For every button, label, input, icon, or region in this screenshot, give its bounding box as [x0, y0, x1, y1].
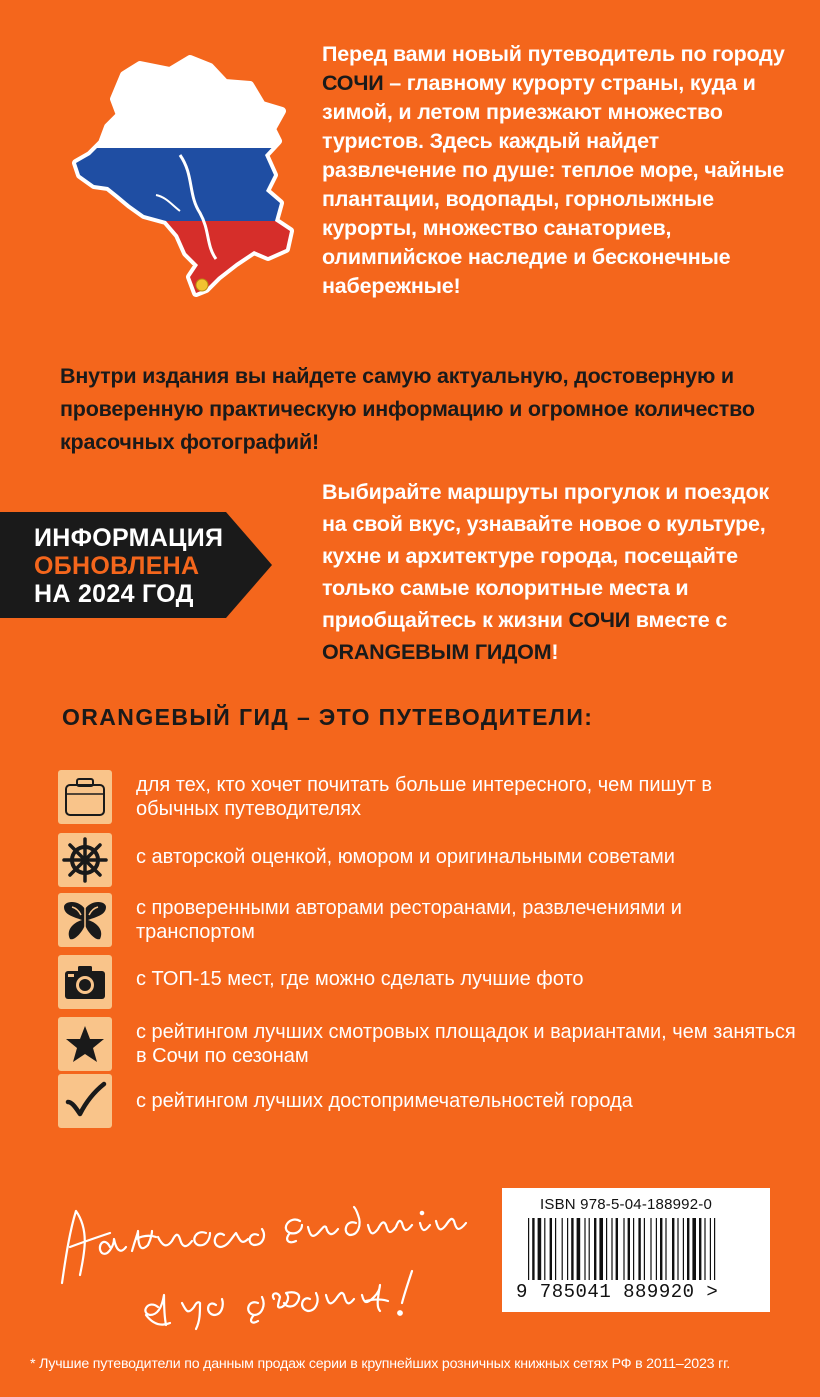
- isbn-label: ISBN 978-5-04-188992-0: [540, 1196, 713, 1213]
- barcode-bar: [677, 1218, 678, 1280]
- region-map-illustration: [60, 45, 310, 310]
- barcode-bar: [584, 1218, 585, 1280]
- choose-city: СОЧИ: [568, 608, 631, 632]
- feature-item: [58, 893, 798, 949]
- feature-item: [58, 1074, 798, 1130]
- barcode-bar: [633, 1218, 634, 1280]
- intro-city: СОЧИ: [322, 71, 384, 95]
- barcode-bar: [611, 1218, 612, 1280]
- suitcase-icon: [58, 770, 112, 824]
- barcode-bar: [594, 1218, 596, 1280]
- barcode-bar: [616, 1218, 618, 1280]
- barcode-bar: [571, 1218, 573, 1280]
- checkmark-icon: [58, 1074, 112, 1128]
- barcode-bar: [562, 1218, 563, 1280]
- intro-prefix: Перед вами новый путеводитель по городу: [322, 42, 785, 66]
- badge-line-2: ОБНОВЛЕНА: [34, 552, 200, 580]
- ship-wheel-icon: [58, 833, 112, 887]
- barcode-bar: [577, 1218, 581, 1280]
- barcode-bar: [628, 1218, 630, 1280]
- barcode-bar: [555, 1218, 556, 1280]
- feature-text: с авторской оценкой, юмором и оригинальными советами: [136, 846, 675, 868]
- barcode-bar: [550, 1218, 552, 1280]
- feature-text: с рейтингом лучших смотровых площадок и вариантами, чем заняться в Сочи по сезонам: [136, 1021, 796, 1067]
- barcode-bars: [524, 1218, 764, 1280]
- isbn-digits: 9 785041 889920 >: [516, 1281, 719, 1303]
- middle-text: Внутри издания вы найдете самую актуальную, достоверную и проверенную практическую информацию и огромное количество красочных фотографий!: [60, 364, 755, 454]
- barcode-bar: [538, 1218, 542, 1280]
- barcode-bar: [528, 1218, 529, 1280]
- footnote: * Лучшие путеводители по данным продаж серии в крупнейших розничных книжных сетях РФ в 2011–2023 гг.: [30, 1356, 731, 1372]
- intro-paragraph: [322, 40, 792, 301]
- barcode-bar: [623, 1218, 624, 1280]
- feature-item: [58, 833, 798, 889]
- middle-paragraph: [60, 360, 780, 459]
- barcode-bar: [532, 1218, 534, 1280]
- feature-text: с ТОП-15 мест, где можно сделать лучшие фото: [136, 968, 584, 990]
- barcode-bar: [599, 1218, 603, 1280]
- handwritten-signature: [40, 1175, 480, 1340]
- barcode-bar: [692, 1218, 696, 1280]
- update-badge: [0, 512, 272, 618]
- barcode-bar: [710, 1218, 711, 1280]
- barcode-bar: [660, 1218, 662, 1280]
- feature-text: с рейтингом лучших достопримечательностей города: [136, 1090, 633, 1112]
- barcode-bar: [567, 1218, 568, 1280]
- feature-text: с проверенными авторами ресторанами, развлечениями и транспортом: [136, 897, 682, 943]
- feature-item: [58, 1017, 798, 1073]
- badge-line-3: НА 2024 ГОД: [34, 580, 194, 608]
- barcode-bar: [687, 1218, 689, 1280]
- feature-item: [58, 955, 798, 1011]
- barcode-bar: [644, 1218, 645, 1280]
- isbn-barcode: [502, 1188, 770, 1312]
- section-title: ORANGEВЫЙ ГИД – ЭТО ПУТЕВОДИТЕЛИ:: [62, 704, 594, 730]
- barcode-bar: [683, 1218, 684, 1280]
- butterfly-icon: [58, 893, 112, 947]
- feature-text: для тех, кто хочет почитать больше интересного, чем пишут в обычных путеводителях: [136, 774, 712, 820]
- barcode-bar: [589, 1218, 590, 1280]
- barcode-bar: [638, 1218, 640, 1280]
- choose-paragraph: [322, 476, 792, 668]
- barcode-bar: [656, 1218, 657, 1280]
- badge-line-1: ИНФОРМАЦИЯ: [34, 524, 224, 552]
- choose-brand: ORANGEВЫМ ГИДОМ: [322, 640, 552, 664]
- barcode-bar: [699, 1218, 701, 1280]
- choose-part1: Выбирайте маршруты прогулок и поездок на свой вкус, узнавайте новое о культуре, кухне и архитектуре города, посещайте только самые колоритные места и приобщайтесь к жизни: [322, 480, 769, 632]
- barcode-bar: [650, 1218, 651, 1280]
- feature-item: [58, 770, 798, 826]
- barcode-bar: [672, 1218, 674, 1280]
- barcode-bar: [704, 1218, 705, 1280]
- camera-icon: [58, 955, 112, 1009]
- barcode-bar: [606, 1218, 607, 1280]
- choose-end: !: [551, 640, 559, 664]
- choose-part2: вместе с: [630, 608, 728, 632]
- star-icon: [58, 1017, 112, 1071]
- barcode-bar: [714, 1218, 715, 1280]
- barcode-bar: [544, 1218, 545, 1280]
- barcode-bar: [665, 1218, 666, 1280]
- intro-suffix: – главному курорту страны, куда и зимой, и летом приезжают множество туристов. Здесь каждый найдет развлечение по душе: теплое море, чайные плантации, водопады, горнолыжные курорты, множество санаториев, олимпийское наследие и бесконечные набережные!: [322, 71, 784, 298]
